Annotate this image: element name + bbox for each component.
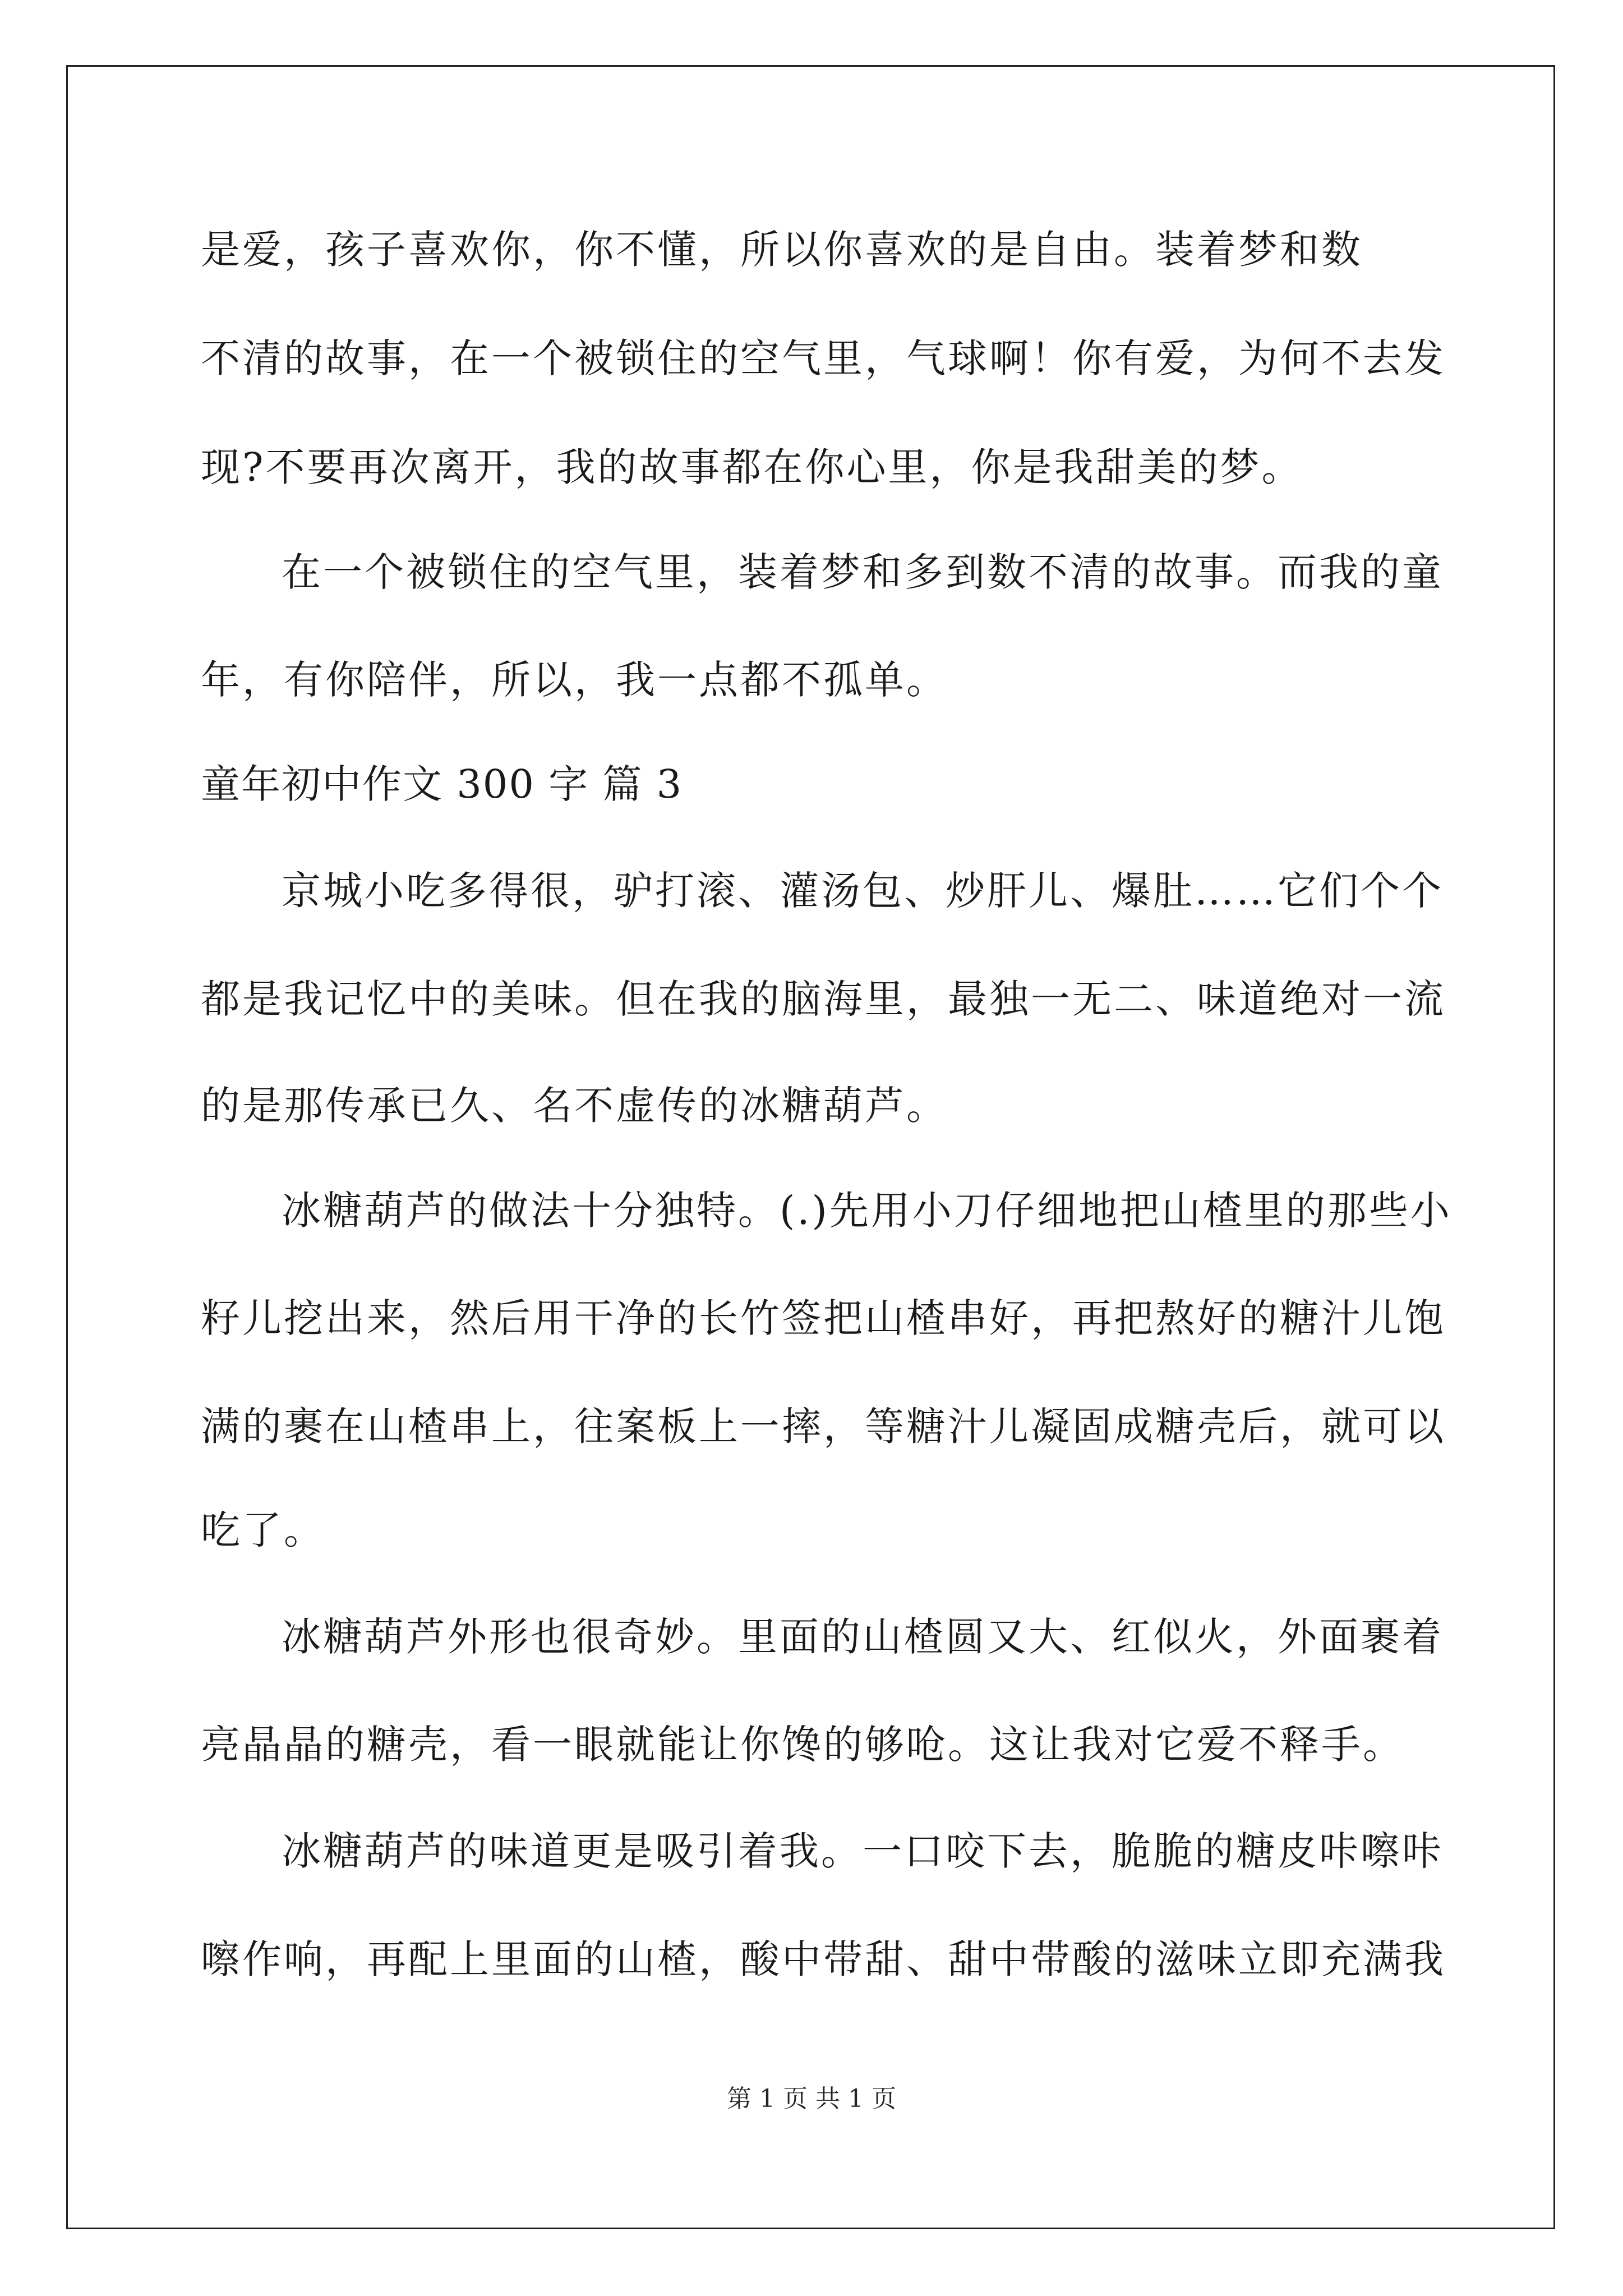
paragraph-line: 籽儿挖出来，然后用干净的长竹签把山楂串好，再把熬好的糖汁儿饱 [201,1295,1446,1341]
paragraph-line: 是爱，孩子喜欢你，你不懂，所以你喜欢的是自由。装着梦和数 [201,227,1363,273]
paragraph-line: 冰糖葫芦的做法十分独特。(.)先用小刀仔细地把山楂里的那些小 [282,1188,1452,1234]
paragraph-line: 不清的故事，在一个被锁住的空气里，气球啊！你有爱，为何不去发 [201,335,1446,381]
paragraph-line: 现?不要再次离开，我的故事都在你心里，你是我甜美的梦。 [201,444,1303,490]
paragraph-line: 冰糖葫芦的味道更是吸引着我。一口咬下去，脆脆的糖皮咔嚓咔 [282,1828,1444,1874]
paragraph-line: 嚓作响，再配上里面的山楂，酸中带甜、甜中带酸的滋味立即充满我 [201,1936,1446,1982]
paragraph-line: 都是我记忆中的美味。但在我的脑海里，最独一无二、味道绝对一流 [201,976,1446,1022]
paragraph-line: 年，有你陪伴，所以，我一点都不孤单。 [201,657,948,703]
paragraph-line: 京城小吃多得很，驴打滚、灌汤包、炒肝儿、爆肚……它们个个 [282,868,1444,914]
paragraph-line: 在一个被锁住的空气里，装着梦和多到数不清的故事。而我的童 [282,549,1444,595]
section-heading: 童年初中作文 300 字 篇 3 [201,761,683,807]
paragraph-line: 亮晶晶的糖壳，看一眼就能让你馋的够呛。这让我对它爱不释手。 [201,1722,1404,1768]
paragraph-line: 的是那传承已久、名不虚传的冰糖葫芦。 [201,1083,948,1129]
page-border [66,65,1555,2229]
paragraph-line: 吃了。 [201,1507,325,1553]
page-number-footer: 第 1 页 共 1 页 [727,2085,896,2113]
paragraph-line: 满的裹在山楂串上，往案板上一摔，等糖汁儿凝固成糖壳后，就可以 [201,1404,1446,1450]
paragraph-line: 冰糖葫芦外形也很奇妙。里面的山楂圆又大、红似火，外面裹着 [282,1614,1444,1660]
